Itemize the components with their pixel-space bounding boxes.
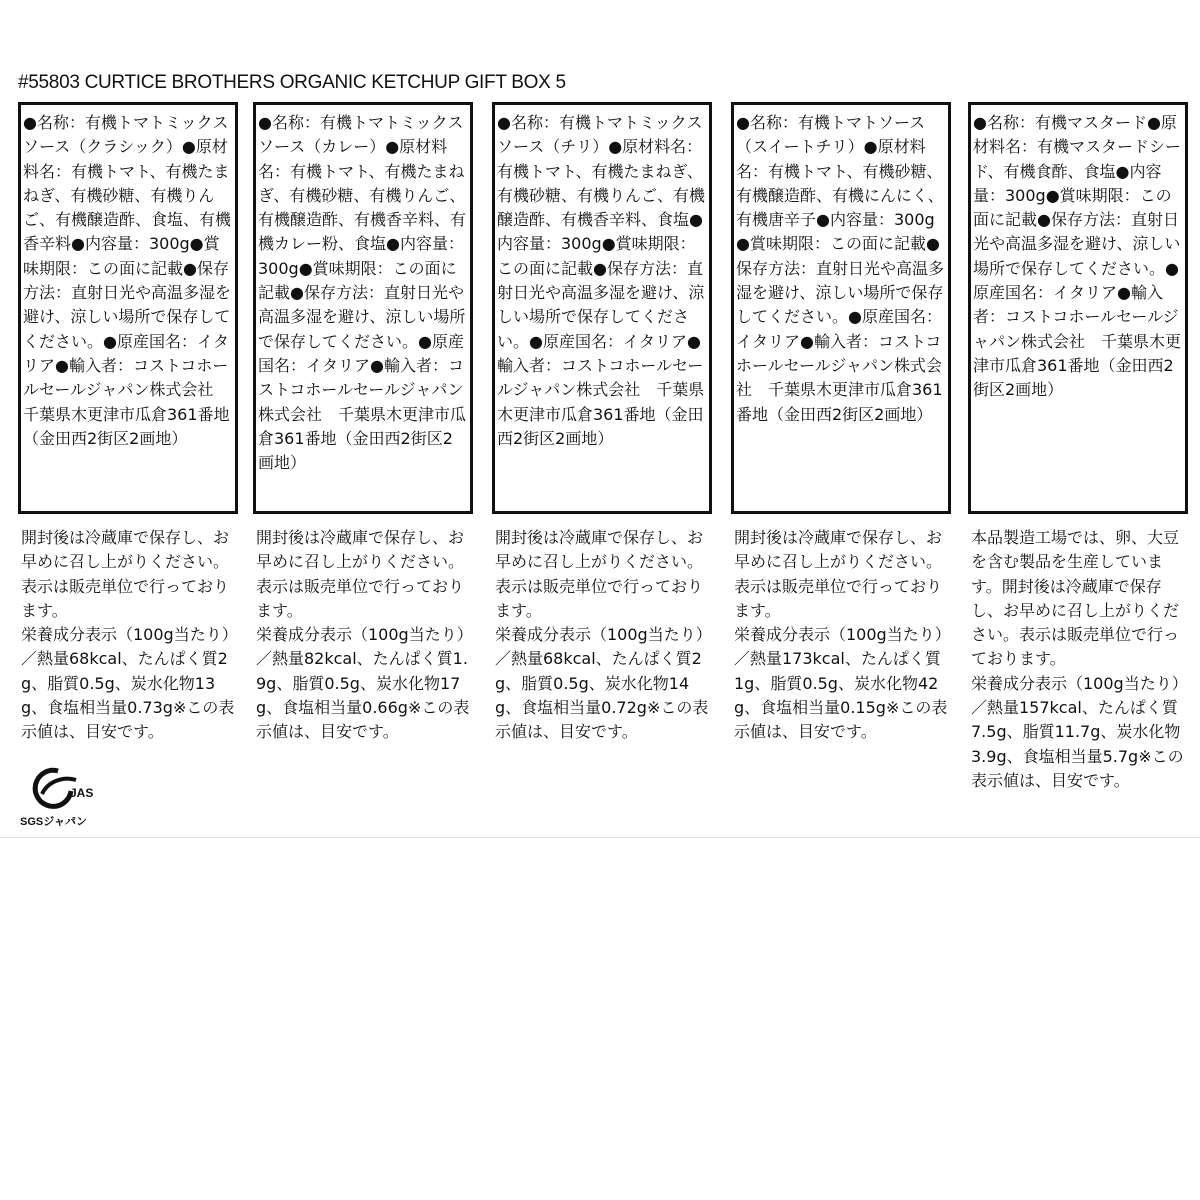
product-column-sweet-chili: [731, 102, 951, 745]
divider: [0, 837, 1200, 838]
label-box: [731, 102, 951, 514]
label-box: [18, 102, 238, 514]
product-column-classic: [18, 102, 238, 745]
organic-jas-certification: [20, 763, 100, 829]
label-text: ●名称：有機トマトミックスソース（クラシック）●原材料名：有機トマト、有機たまねぎ、有機砂糖、有機りんご、有機醸造酢、食塩、有機香辛料●内容量：300g●賞味期限：この面に記載●保存方法：直射日光や高温多湿を避け、涼しい場所で保存してください。●原産国名：イタリア●輸入者：コストコホールセールジャパン株式会社 千葉県木更津市瓜倉361番地（金田西2街区2画地）: [23, 113, 232, 448]
storage-nutrition-note: [968, 526, 1188, 793]
label-text: ●名称：有機トマトミックスソース（カレー）●原材料名：有機トマト、有機たまねぎ、有機砂糖、有機りんご、有機醸造酢、有機香辛料、有機カレー粉、食塩●内容量：300g●賞味期限：この面に記載●保存方法：直射日光や高温多湿を避け、涼しい場所で保存してください。●原産国名：イタリア●輸入者：コストコホールセールジャパン株式会社 千葉県木更津市瓜倉361番地（金田西2街区2画地）: [258, 113, 467, 473]
note-text: 本品製造工場では、卵、大豆を含む製品を生産しています。開封後は冷蔵庫で保存し、お早めに召し上がりください。表示は販売単位で行っております。 栄養成分表示（100g当たり）／熱量157kcal、たんぱく質7.5g、脂質11.7g、炭水化物3.9g、食塩相当量5.7g※この表示値は、目安です。: [971, 528, 1184, 790]
label-text: ●名称：有機トマトソース（スイートチリ）●原材料名：有機トマト、有機砂糖、有機醸造酢、有機にんにく、有機唐辛子●内容量：300g●賞味期限：この面に記載●保存方法：直射日光や高温多湿を避け、涼しい場所で保存してください。●原産国名：イタリア●輸入者：コストコホールセールジャパン株式会社 千葉県木更津市瓜倉361番地（金田西2街区2画地）: [736, 113, 945, 424]
product-column-mustard: [968, 102, 1188, 793]
note-text: 開封後は冷蔵庫で保存し、お早めに召し上がりください。表示は販売単位で行っております。 栄養成分表示（100g当たり）／熱量68kcal、たんぱく質2g、脂質0.5g、炭水化物14g、食塩相当量0.72g※この表示値は、目安です。: [495, 528, 709, 742]
product-column-curry: [253, 102, 473, 745]
note-text: 開封後は冷蔵庫で保存し、お早めに召し上がりください。表示は販売単位で行っております。 栄養成分表示（100g当たり）／熱量68kcal、たんぱく質2g、脂質0.5g、炭水化物13g、食塩相当量0.73g※この表示値は、目安です。: [21, 528, 235, 742]
storage-nutrition-note: [253, 526, 473, 745]
label-box: [968, 102, 1188, 514]
label-box: [492, 102, 712, 514]
certifier-caption: SGSジャパン: [20, 816, 88, 828]
jas-mark-text: JAS: [70, 786, 94, 800]
note-text: 開封後は冷蔵庫で保存し、お早めに召し上がりください。表示は販売単位で行っております。 栄養成分表示（100g当たり）／熱量82kcal、たんぱく質1.9g、脂質0.5g、炭水化物17g、食塩相当量0.66g※この表示値は、目安です。: [256, 528, 470, 742]
storage-nutrition-note: [731, 526, 951, 745]
storage-nutrition-note: [18, 526, 238, 745]
organic-jas-mark-icon: [26, 763, 94, 813]
label-box: [253, 102, 473, 514]
note-text: 開封後は冷蔵庫で保存し、お早めに召し上がりください。表示は販売単位で行っております。 栄養成分表示（100g当たり）／熱量173kcal、たんぱく質1g、脂質0.5g、炭水化物42g、食塩相当量0.15g※この表示値は、目安です。: [734, 528, 948, 742]
label-text: ●名称：有機トマトミックスソース（チリ）●原材料名：有機トマト、有機たまねぎ、有機砂糖、有機りんご、有機醸造酢、有機香辛料、食塩●内容量：300g●賞味期限：この面に記載●保存方法：直射日光や高温多湿を避け、涼しい場所で保存してください。●原産国名：イタリア●輸入者：コストコホールセールジャパン株式会社 千葉県木更津市瓜倉361番地（金田西2街区2画地）: [497, 113, 706, 448]
product-column-chili: [492, 102, 712, 745]
page-title: #55803 CURTICE BROTHERS ORGANIC KETCHUP GIFT BOX 5: [18, 72, 566, 93]
label-text: ●名称：有機マスタード●原材料名：有機マスタードシード、有機食酢、食塩●内容量：300g●賞味期限：この面に記載●保存方法：直射日光や高温多湿を避け、涼しい場所で保存してください。●原産国名：イタリア●輸入者：コストコホールセールジャパン株式会社 千葉県木更津市瓜倉361番地（金田西2街区2画地）: [973, 113, 1182, 400]
storage-nutrition-note: [492, 526, 712, 745]
